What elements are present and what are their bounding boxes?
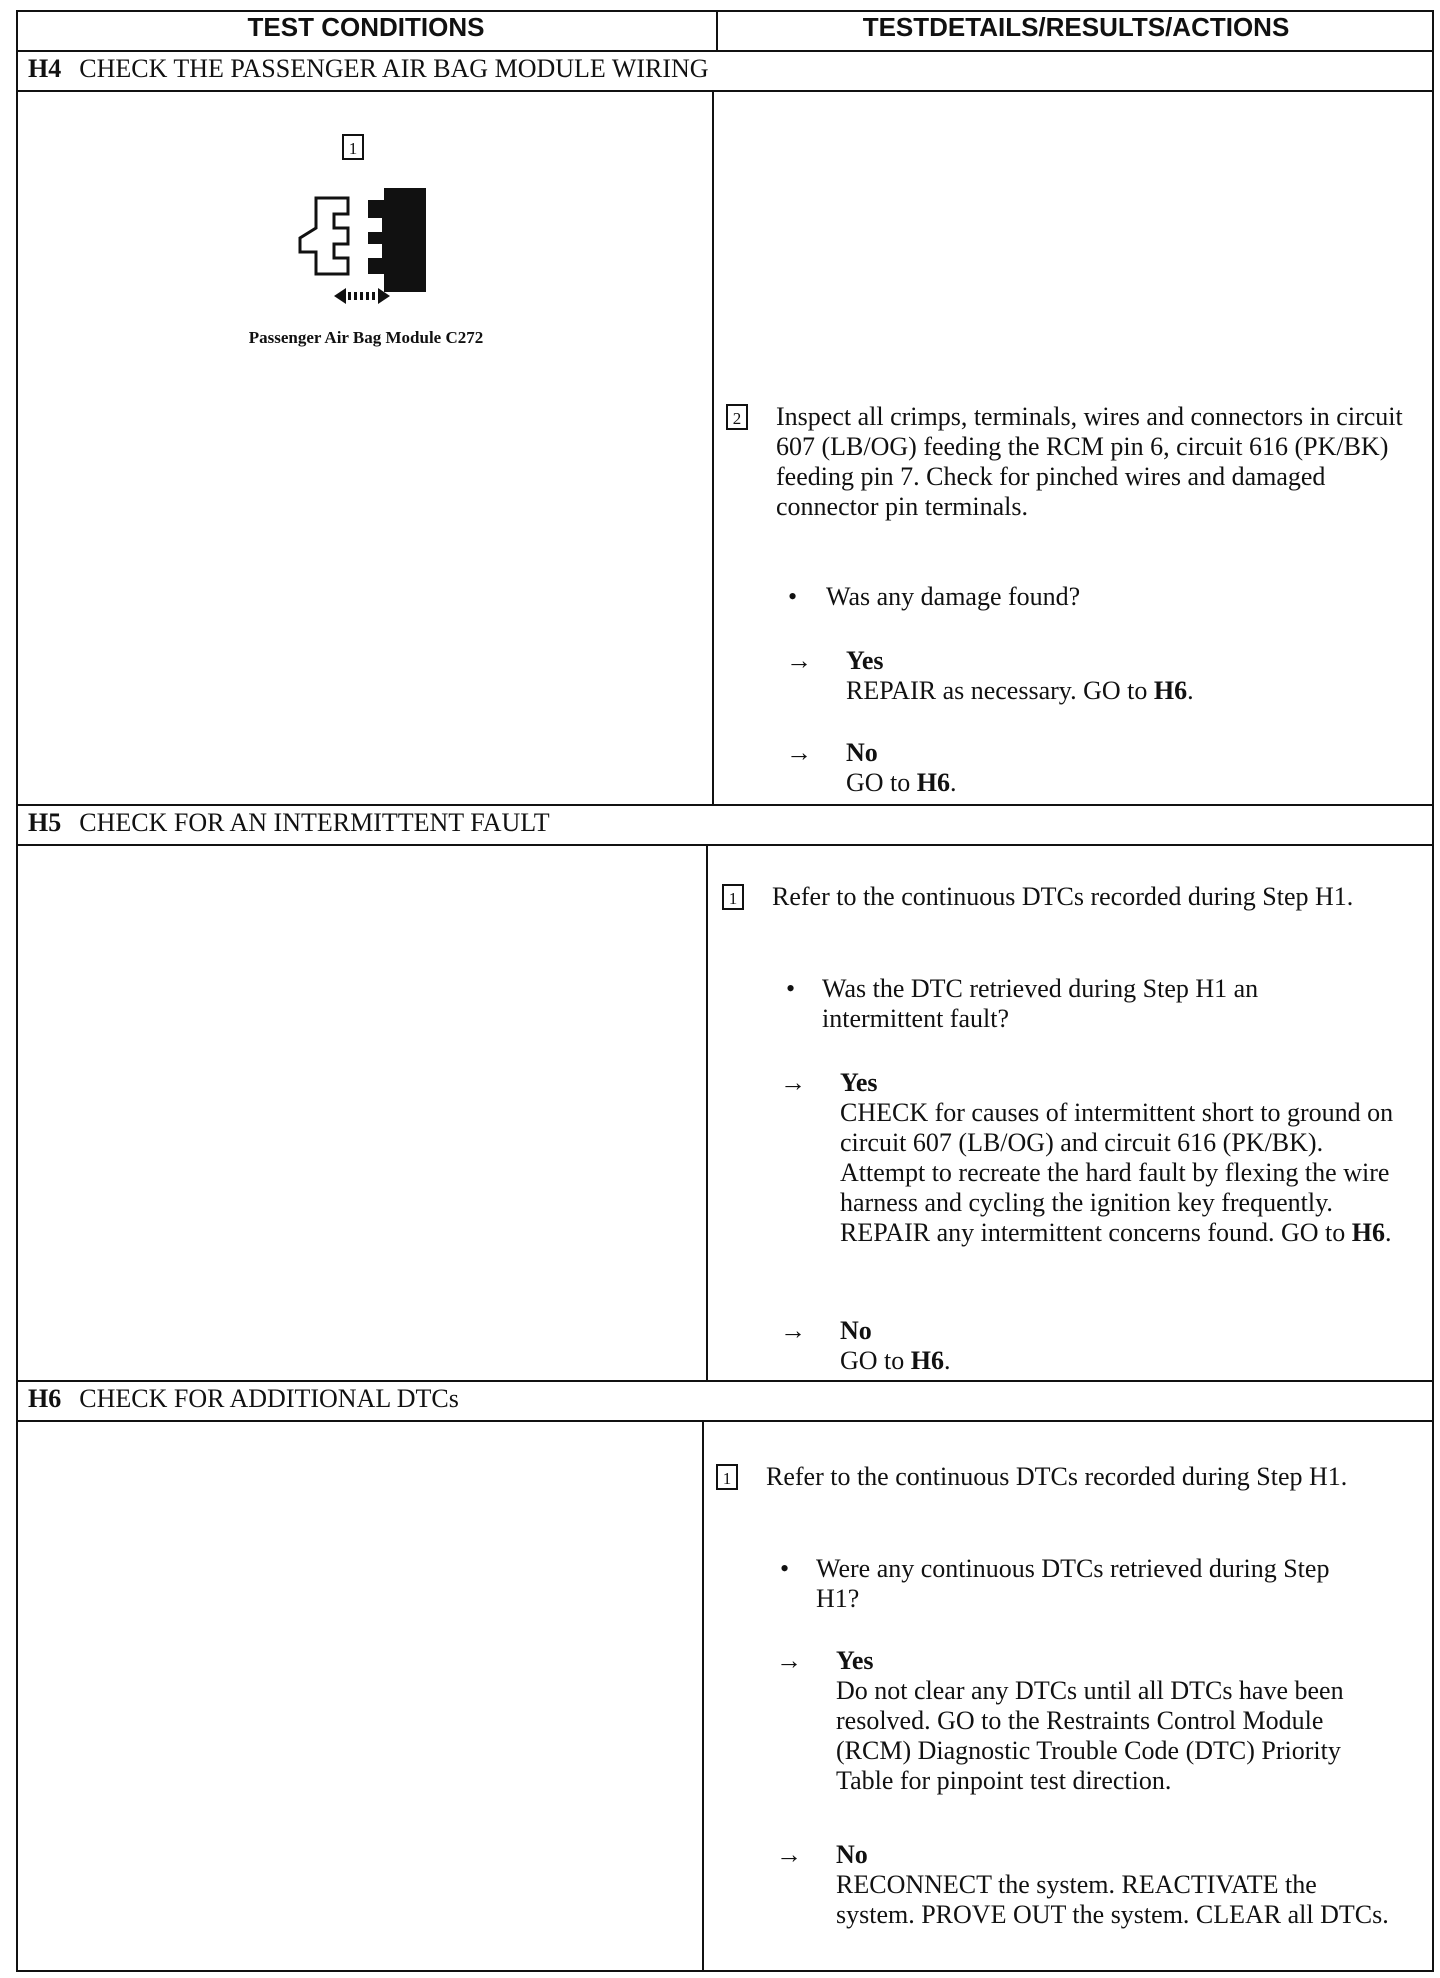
h5-yes-arrow: → xyxy=(780,1068,806,1097)
h6-yes-arrow: → xyxy=(776,1646,802,1675)
step-h4-title xyxy=(28,54,709,84)
h5-no-go: H6 xyxy=(910,1346,945,1375)
h6-bullet: • xyxy=(780,1554,790,1583)
h4-title-rule xyxy=(16,90,1434,92)
h4-question: Was any damage found? xyxy=(826,582,1081,611)
h5-bottom-rule xyxy=(16,1380,1434,1382)
step-h5-id: H5 xyxy=(28,808,62,837)
h4-bottom-rule xyxy=(16,804,1434,806)
h5-yes-action: CHECK for causes of intermittent short to ground on circuit 607 (LB/OG) and circuit 616 (PK/BK). Attempt to recreate the hard fault by flexing the wire harness and cycling the ignition key frequently. REPAIR any intermittent concerns found. GO to H6. xyxy=(840,1098,1394,1247)
h6-column-divider xyxy=(702,1422,704,1972)
step-h4-title-text: CHECK THE PASSENGER AIR BAG MODULE WIRING xyxy=(79,54,709,83)
step-h5-title xyxy=(28,808,550,838)
h4-no-go: H6 xyxy=(916,768,951,797)
h6-question: Were any continuous DTCs retrieved during Step H1? xyxy=(816,1554,1330,1613)
h6-step-number: 1 xyxy=(716,1464,738,1490)
step-h4-id: H4 xyxy=(28,54,62,83)
h4-instruction: Inspect all crimps, terminals, wires and connectors in circuit 607 (LB/OG) feeding the RCM pin 6, circuit 616 (PK/BK) feeding pin 7. Check for pinched wires and damaged connector pin terminals. xyxy=(776,402,1403,521)
h4-column-divider xyxy=(712,92,714,804)
h4-yes-arrow: → xyxy=(786,646,812,675)
h4-yes-text: REPAIR as necessary. GO to xyxy=(846,676,1154,705)
h5-bullet: • xyxy=(786,974,796,1003)
h6-instruction: Refer to the continuous DTCs recorded during Step H1. xyxy=(766,1462,1348,1491)
h5-yes-label: Yes xyxy=(840,1068,878,1097)
header-rule xyxy=(16,50,1434,52)
h5-column-divider xyxy=(706,846,708,1380)
h4-diagram-step-number: 1 xyxy=(342,134,364,160)
header-test-conditions: TEST CONDITIONS xyxy=(247,12,485,42)
step-h6-title-text: CHECK FOR ADDITIONAL DTCs xyxy=(79,1384,459,1413)
h6-yes-action: Do not clear any DTCs until all DTCs have been resolved. GO to the Restraints Control Module (RCM) Diagnostic Trouble Code (DTC) Priority Table for pinpoint test direction. xyxy=(836,1676,1344,1795)
step-h6-id: H6 xyxy=(28,1384,62,1413)
h4-no-action: GO to H6. xyxy=(846,768,957,797)
h5-no-label: No xyxy=(840,1316,872,1345)
h5-yes-text: CHECK for causes of intermittent short to ground on circuit 607 (LB/OG) and circuit 616 (PK/BK). Attempt to recreate the hard fault by flexing the wire harness and cycling the ignition key frequently. REPAIR any intermittent concerns found. GO to xyxy=(840,1098,1394,1247)
h5-step-number: 1 xyxy=(722,884,744,910)
h5-no-text: GO to xyxy=(840,1346,911,1375)
h4-no-text: GO to xyxy=(846,768,917,797)
h6-no-label: No xyxy=(836,1840,868,1869)
h5-no-arrow: → xyxy=(780,1316,806,1345)
h4-diagram-caption: Passenger Air Bag Module C272 xyxy=(248,328,484,347)
h4-step-number: 2 xyxy=(726,404,748,430)
h6-title-rule xyxy=(16,1420,1434,1422)
step-h6-title xyxy=(28,1384,459,1414)
h5-no-action: GO to H6. xyxy=(840,1346,951,1375)
h4-bullet: • xyxy=(788,582,798,611)
h5-title-rule xyxy=(16,844,1434,846)
h4-no-arrow: → xyxy=(786,738,812,767)
h4-yes-label: Yes xyxy=(846,646,884,675)
h5-yes-go: H6 xyxy=(1351,1218,1385,1247)
h6-no-action: RECONNECT the system. REACTIVATE the system. PROVE OUT the system. CLEAR all DTCs. xyxy=(836,1870,1389,1929)
h6-no-arrow: → xyxy=(776,1840,802,1869)
h4-no-label: No xyxy=(846,738,878,767)
h5-question: Was the DTC retrieved during Step H1 an intermittent fault? xyxy=(822,974,1259,1033)
connector-icon xyxy=(286,178,446,308)
h6-yes-label: Yes xyxy=(836,1646,874,1675)
step-h5-title-text: CHECK FOR AN INTERMITTENT FAULT xyxy=(79,808,550,837)
header-test-details: TESTDETAILS/RESULTS/ACTIONS xyxy=(862,12,1290,42)
h4-yes-go: H6 xyxy=(1153,676,1188,705)
h5-instruction: Refer to the continuous DTCs recorded during Step H1. xyxy=(772,882,1354,911)
h4-yes-action: REPAIR as necessary. GO to H6. xyxy=(846,676,1194,705)
